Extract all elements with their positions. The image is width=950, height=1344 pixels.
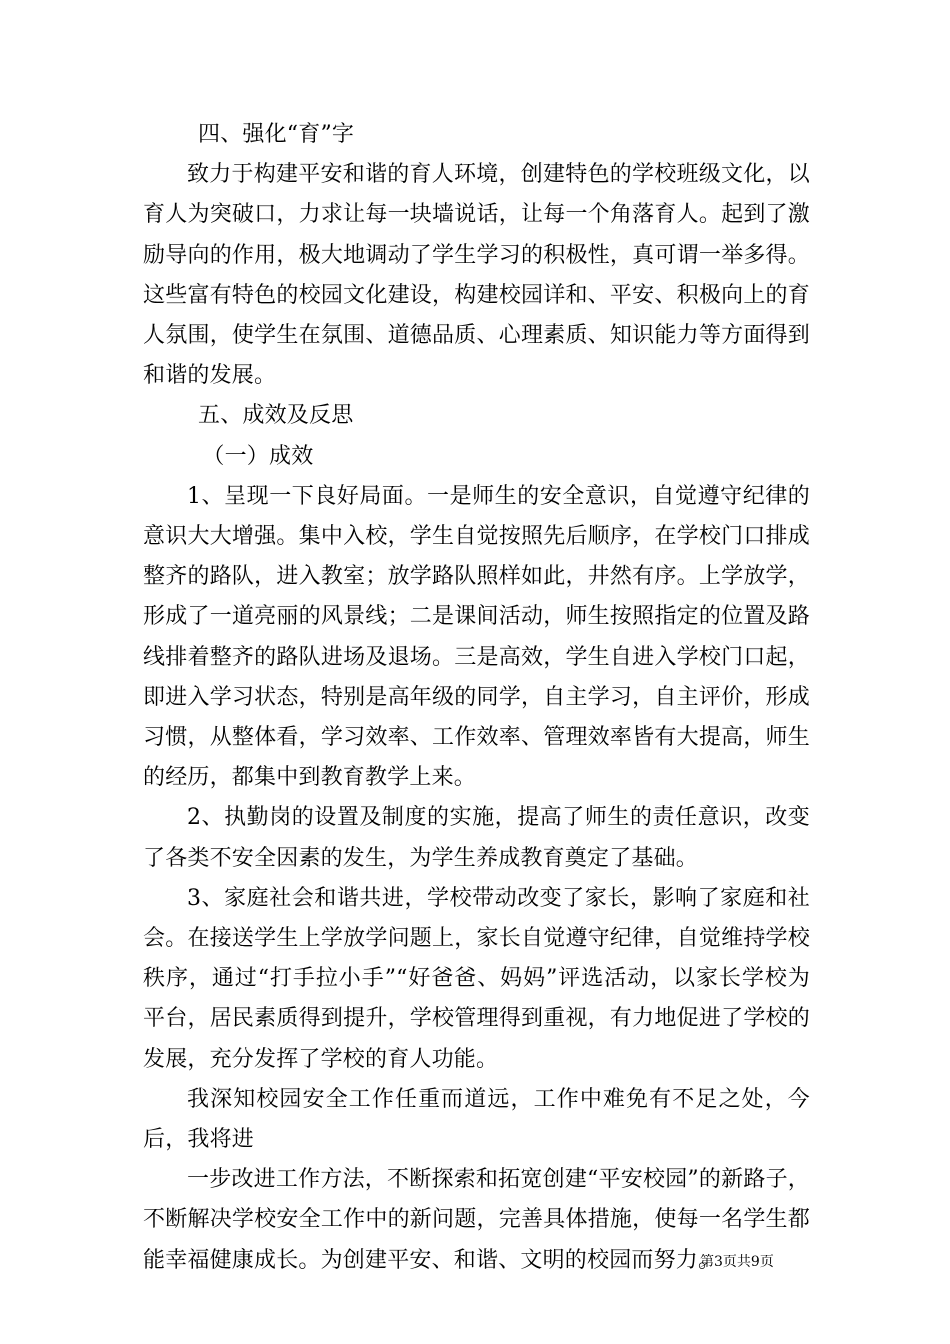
- section-heading-4: 四、强化“育”字: [198, 122, 355, 147]
- section-heading-5: 五、成效及反思: [198, 403, 354, 429]
- paragraph-culture: 致力于构建平安和谐的育人环境，创建特色的学校班级文化，以育人为突破口，力求让每一块墙说话，让每一个角落育人。起到了激励导向的作用，极大地调动了学生学习的积极性，真可谓一举多得。这些富有特色的校园文化建设，构建校园详和、平安、积极向上的育人氛围，使学生在氛围、道德品质、心理素质、知识能力等方面得到和谐的发展。: [143, 162, 810, 389]
- paragraph-result-3: 3、家庭社会和谐共进，学校带动改变了家长，影响了家庭和社会。在接送学生上学放学问题上，家长自觉遵守纪律，自觉维持学校秩序，通过“打手拉小手”“好爸爸、妈妈”评选活动，以家长学校为平台，居民素质得到提升，学校管理得到重视，有力地促进了学校的发展，充分发挥了学校的育人功能。: [143, 885, 810, 1072]
- paragraph-result-1: 1、呈现一下良好局面。一是师生的安全意识，自觉遵守纪律的意识大大增强。集中入校，学生自觉按照先后顺序，在学校门口排成整齐的路队，进入教室；放学路队照样如此，井然有序。上学放学，形成了一道亮丽的风景线；二是课间活动，师生按照指定的位置及路线排着整齐的路队进场及退场。三是高效，学生自进入学校门口起，即进入学习状态，特别是高年级的同学，自主学习，自主评价，形成习惯，从整体看，学习效率、工作效率、管理效率皆有大提高，师生的经历，都集中到教育教学上来。: [143, 483, 810, 791]
- paragraph-result-2: 2、执勤岗的设置及制度的实施，提高了师生的责任意识，改变了各类不安全因素的发生，为学生养成教育奠定了基础。: [143, 805, 810, 871]
- document-body: [143, 115, 810, 1281]
- paragraph-reflection: 我深知校园安全工作任重而道远，工作中难免有不足之处，今后，我将进: [143, 1086, 810, 1153]
- paragraph-conclusion: 一步改进工作方法，不断探索和拓宽创建“平安校园”的新路子，不断解决学校安全工作中的新问题，完善具体措施，使每一名学生都能幸福健康成长。为创建平安、和谐、文明的校园而努力。: [143, 1167, 810, 1273]
- page-number-footer: 第3页共9页: [700, 1254, 774, 1270]
- subsection-heading-results: （一）成效: [202, 443, 314, 469]
